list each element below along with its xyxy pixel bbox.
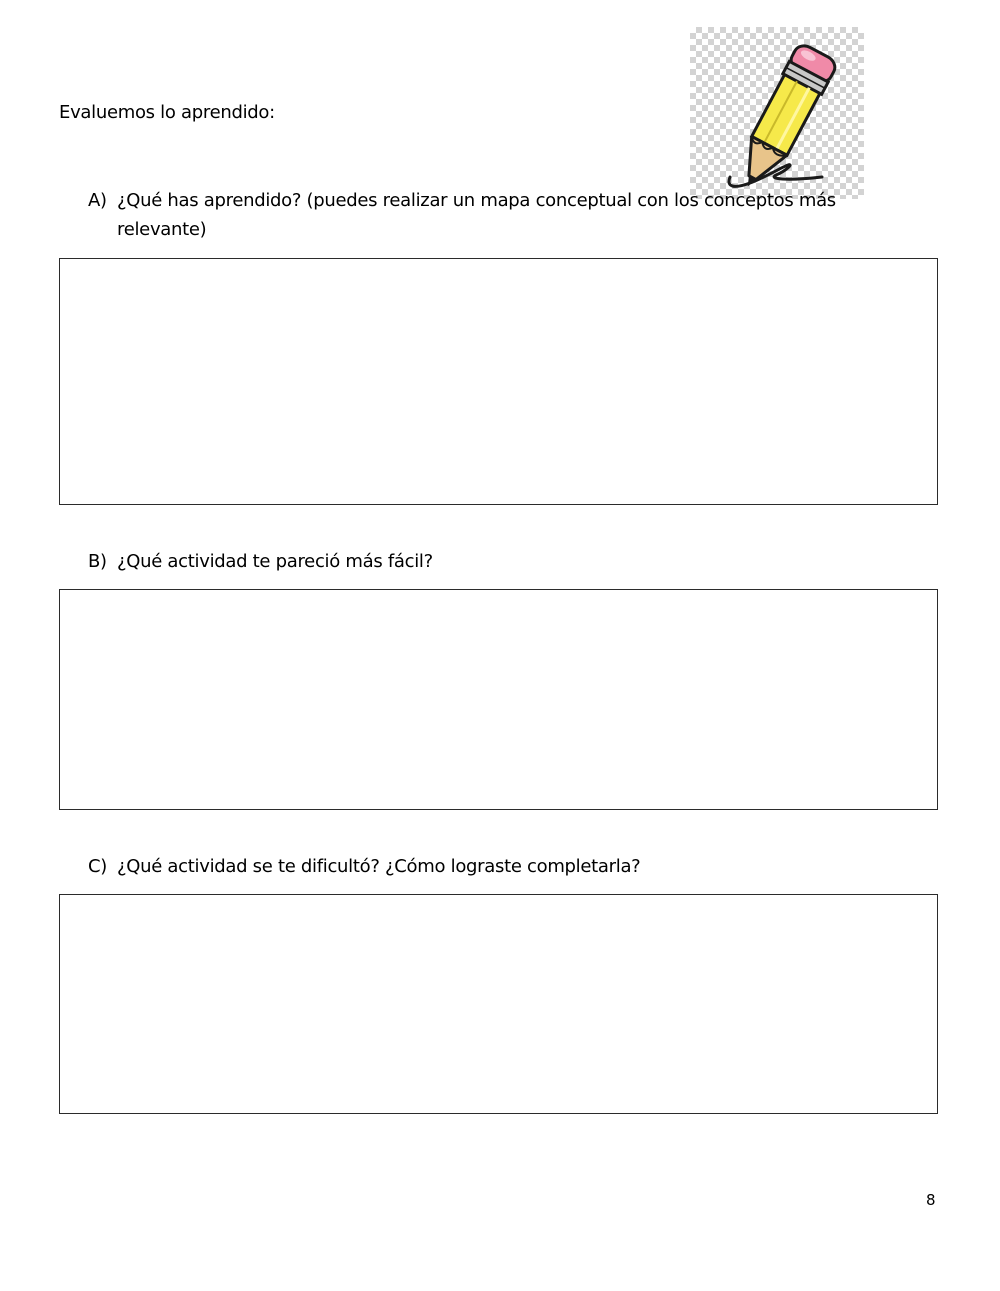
question-a-text: ¿Qué has aprendido? (puedes realizar un mapa conceptual con los conceptos más relevante) [117,190,836,240]
question-c-letter: C) [88,856,107,877]
question-a [88,186,878,244]
question-b-letter: B) [88,551,107,572]
question-a-letter: A) [88,190,107,211]
question-b-text: ¿Qué actividad te pareció más fácil? [117,551,433,572]
question-c [88,852,878,881]
page-number: 8 [926,1191,936,1209]
pencil-drawing [690,27,864,199]
page-heading: Evaluemos lo aprendido: [59,102,275,123]
answer-box-c[interactable] [59,894,938,1114]
pencil-icon [690,27,864,199]
answer-box-b[interactable] [59,589,938,810]
question-b [88,547,878,576]
answer-box-a[interactable] [59,258,938,505]
question-c-text: ¿Qué actividad se te dificultó? ¿Cómo lograste completarla? [117,856,641,877]
